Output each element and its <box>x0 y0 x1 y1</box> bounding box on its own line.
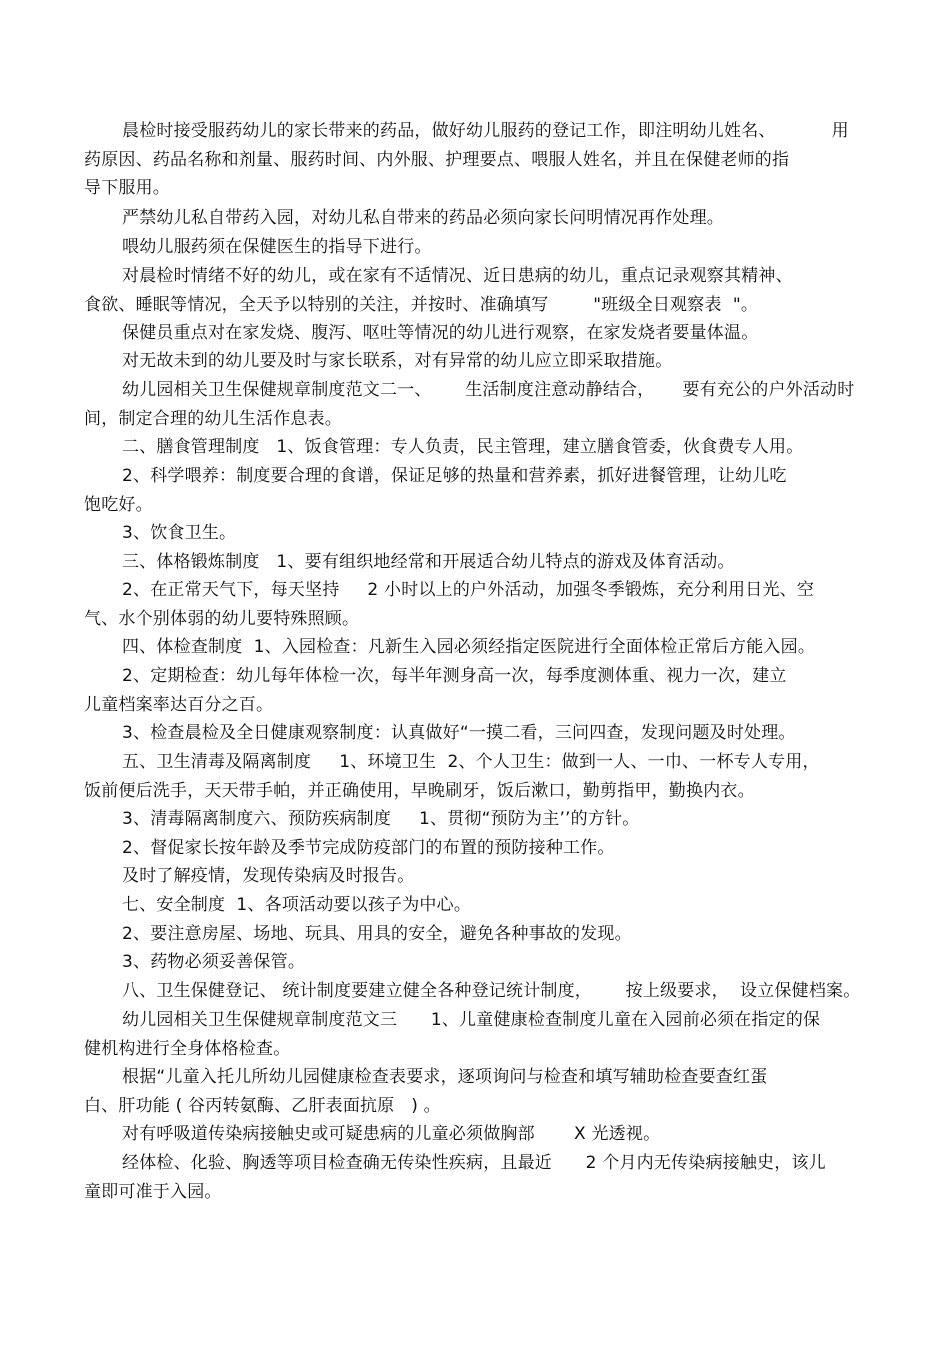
paragraph <box>84 633 874 662</box>
paragraph <box>84 719 874 748</box>
paragraph <box>84 576 874 633</box>
paragraph <box>84 319 874 348</box>
paragraph <box>84 862 874 891</box>
paragraph <box>84 117 874 203</box>
paragraph-line: 对有呼吸道传染病接触史或可疑患病的儿童必须做胸部 X 光透视。 <box>122 1124 661 1144</box>
paragraph <box>84 1149 874 1206</box>
paragraph <box>84 233 874 262</box>
paragraph-line: 童即可准于入园。 <box>84 1181 222 1202</box>
paragraph-line: 严禁幼儿私自带药入园，对幼儿私自带来的药品必须向家长问明情况再作处理。 <box>122 208 724 228</box>
paragraph-line: 喂幼儿服药须在保健医生的指导下进行。 <box>122 237 432 257</box>
paragraph <box>84 519 874 548</box>
paragraph <box>84 347 874 376</box>
paragraph-line: 根据“儿童入托儿所幼儿园健康检查表要求，逐项询问与检查和填写辅助检查要查红蛋 <box>122 1067 768 1087</box>
paragraph <box>84 891 874 920</box>
paragraph-line: 导下服用。 <box>84 178 170 198</box>
paragraph-line: 健机构进行全身体格检查。 <box>84 1038 291 1059</box>
paragraph-line: 2、科学喂养：制度要合理的食谱，保证足够的热量和营养素，抓好进餐管理，让幼儿吃 <box>122 466 787 486</box>
paragraph-line: 三、体格锻炼制度 1、要有组织地经常和开展适合幼儿特点的游戏及体育活动。 <box>122 552 735 572</box>
paragraph <box>84 1063 874 1120</box>
paragraph <box>84 262 874 319</box>
paragraph <box>84 977 874 1006</box>
paragraph <box>84 376 874 433</box>
paragraph-line: 对晨检时情绪不好的幼儿，或在家有不适情况、近日患病的幼儿，重点记录观察其精神、 <box>122 266 793 286</box>
paragraph <box>84 805 874 834</box>
paragraph-line: 食欲、睡眠等情况，全天予以特别的关注，并按时、准确填写 "班级全日观察表 "。 <box>84 294 759 315</box>
paragraph-line: 2、督促家长按年龄及季节完成防疫部门的布置的预防接种工作。 <box>122 838 615 858</box>
paragraph <box>84 462 874 519</box>
paragraph-line: 饭前便后洗手，天天带手帕，并正确使用，早晚刷牙，饭后漱口，勤剪指甲，勤换内衣。 <box>84 780 755 801</box>
paragraph-line: 七、安全制度 1、各项活动要以孩子为中心。 <box>122 895 472 915</box>
paragraph-line: 2、定期检查：幼儿每年体检一次，每半年测身高一次，每季度测体重、视力一次，建立 <box>122 666 787 686</box>
paragraph-line: 儿童档案率达百分之百。 <box>84 694 274 715</box>
paragraph-line: 白、肝功能 ( 谷丙转氨酶、乙肝表面抗原 ) 。 <box>84 1095 441 1116</box>
paragraph <box>84 834 874 863</box>
paragraph <box>84 548 874 577</box>
paragraph-line: 幼儿园相关卫生保健规章制度范文二一、 生活制度注意动静结合， 要有充公的户外活动时 <box>122 380 855 400</box>
paragraph <box>84 662 874 719</box>
paragraph <box>84 204 874 233</box>
paragraph-line: 药原因、药品名称和剂量、服药时间、内外服、护理要点、喂服人姓名，并且在保健老师的指 <box>84 149 790 170</box>
paragraph <box>84 1006 874 1063</box>
paragraph-line: 2、在正常天气下，每天坚持 2 小时以上的户外活动，加强冬季锻炼，充分利用日光、空 <box>122 580 815 600</box>
paragraph-line: 保健员重点对在家发烧、腹泻、呕吐等情况的幼儿进行观察，在家发烧者要量体温。 <box>122 323 759 343</box>
paragraph-line: 3、饮食卫生。 <box>122 523 237 543</box>
paragraph-line: 3、药物必须妥善保管。 <box>122 952 306 972</box>
paragraph-line: 3、检查晨检及全日健康观察制度：认真做好“一摸二看，三问四查，发现问题及时处理。 <box>122 723 796 743</box>
paragraph-line: 晨检时接受服药幼儿的家长带来的药品，做好幼儿服药的登记工作，即注明幼儿姓名、 用 <box>122 121 849 141</box>
paragraph <box>84 948 874 977</box>
paragraph <box>84 433 874 462</box>
paragraph-line: 二、膳食管理制度 1、饭食管理：专人负责，民主管理，建立膳食管委，伙食费专人用。 <box>122 437 804 457</box>
paragraph-line: 五、卫生清毒及隔离制度 1、环境卫生 2、个人卫生：做到一人、一巾、一杯专人专用， <box>122 752 820 772</box>
paragraph-line: 经体检、化验、胸透等项目检查确无传染性疾病，且最近 2 个月内无传染病接触史，该儿 <box>122 1153 826 1173</box>
paragraph-line: 间，制定合理的幼儿生活作息表。 <box>84 408 342 429</box>
paragraph-line: 四、体检查制度 1、入园检查：凡新生入园必须经指定医院进行全面体检正常后方能入园。 <box>122 637 816 657</box>
paragraph-line: 2、要注意房屋、场地、玩具、用具的安全，避免各种事故的发现。 <box>122 924 632 944</box>
paragraph-line: 气、水个别体弱的幼儿要特殊照顾。 <box>84 608 360 629</box>
paragraph-line: 饱吃好。 <box>84 494 153 515</box>
paragraph-line: 3、清毒隔离制度六、预防疾病制度 1、贯彻“预防为主’’的方针。 <box>122 809 640 829</box>
paragraph <box>84 1120 874 1149</box>
paragraph-line: 及时了解疫情，发现传染病及时报告。 <box>122 866 415 886</box>
paragraph <box>84 920 874 949</box>
paragraph-line: 对无故未到的幼儿要及时与家长联系，对有异常的幼儿应立即采取措施。 <box>122 351 673 371</box>
paragraph-line: 幼儿园相关卫生保健规章制度范文三 1、儿童健康检查制度儿童在入园前必须在指定的保 <box>122 1010 821 1030</box>
paragraph <box>84 748 874 805</box>
paragraph-line: 八、卫生保健登记、 统计制度要建立健全各种登记统计制度， 按上级要求， 设立保健档案。 <box>122 981 861 1001</box>
